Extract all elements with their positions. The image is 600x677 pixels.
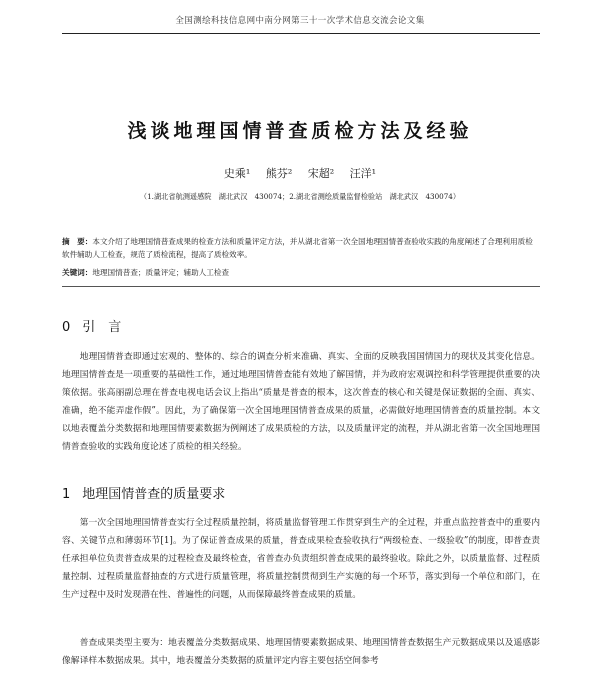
keywords-text: 地理国情普查；质量评定；辅助人工检查: [92, 268, 230, 277]
section-number: 0: [62, 320, 71, 335]
section-heading: [62, 316, 121, 335]
header-rule: [62, 33, 540, 34]
affiliation: （1.湖北省航测遥感院 湖北武汉 430074；2.湖北省测绘质量监督检验站 湖北武汉 430074）: [139, 192, 461, 201]
author-name: 熊芬²: [265, 167, 293, 180]
author-name: 宋超²: [307, 167, 335, 180]
section-number: 1: [62, 487, 71, 502]
body-paragraph: 普查成果类型主要为：地表覆盖分类数据成果、地理国情要素数据成果、地理国情普查数据生产元数据成果以及遥感影像解译样本数据成果。其中，地表覆盖分类数据的质量评定内容主要包括空间参考: [62, 638, 540, 666]
author-list: [0, 165, 600, 181]
author-name: 汪洋¹: [349, 167, 377, 180]
section-title: 引 言: [82, 320, 122, 335]
keywords: [62, 267, 540, 280]
keywords-label: 关键词：: [62, 268, 93, 277]
abstract-label: 摘 要：: [62, 237, 93, 246]
section-heading: [62, 483, 225, 502]
body-paragraph: 第一次全国地理国情普查实行全过程质量控制，将质量监督管理工作贯穿到生产的全过程，并重点监控普查中的重要内容、关键节点和薄弱环节[1]。为了保证普查成果的质量，普查成果检查验收执行“两级检查、一级验收”的制度，即普查责任承担单位负责普查成果的过程检查及最终检查，省普查办负责组织普查成果的最终验收。除此之外，以质量监督、过程质量控制、过程质量监督抽查的方式进行质量管理，将质量控制贯彻到生产实施的每一个环节，落实到每一个单位和部门，在生产过程中及时发现潜在性、普遍性的问题，从而保障最终普查成果的质量。: [62, 518, 540, 600]
abstract-divider: [62, 286, 540, 287]
abstract: [62, 236, 540, 261]
abstract-text: 本文介绍了地理国情普查成果的检查方法和质量评定方法，并从湖北省第一次全国地理国情普查验收实践的角度阐述了合理利用质检软件辅助人工检查，规范了质检流程，提高了质检效率。: [62, 237, 533, 259]
running-header: 全国测绘科技信息网中南分网第三十一次学术信息交流会论文集: [175, 16, 425, 26]
body-paragraph: 地理国情普查即通过宏观的、整体的、综合的调查分析来准确、真实、全面的反映我国国情国力的现状及其变化信息。地理国情普查是一项重要的基础性工作，通过地理国情普查能有效地了解国情，并为政府宏观调控和科学管理提供重要的决策依据。张高丽副总理在普查电视电话会议上指出“质量是普查的根本，这次普查的核心和关键是保证数据的全面、真实、准确，绝不能弄虚作假”。因此，为了确保第一次全国地理国情普查成果的质量，必需做好地理国情普查的质量控制。本文以地表覆盖分类数据和地理国情要素数据为例阐述了成果质检的方法，以及质量评定的流程，并从湖北省第一次全国地理国情普查验收的实践角度论述了质检的相关经验。: [62, 352, 540, 452]
paper-title: 浅谈地理国情普查质检方法及经验: [127, 120, 473, 142]
section-title: 地理国情普查的质量要求: [82, 487, 226, 502]
author-name: 史乘¹: [223, 167, 251, 180]
